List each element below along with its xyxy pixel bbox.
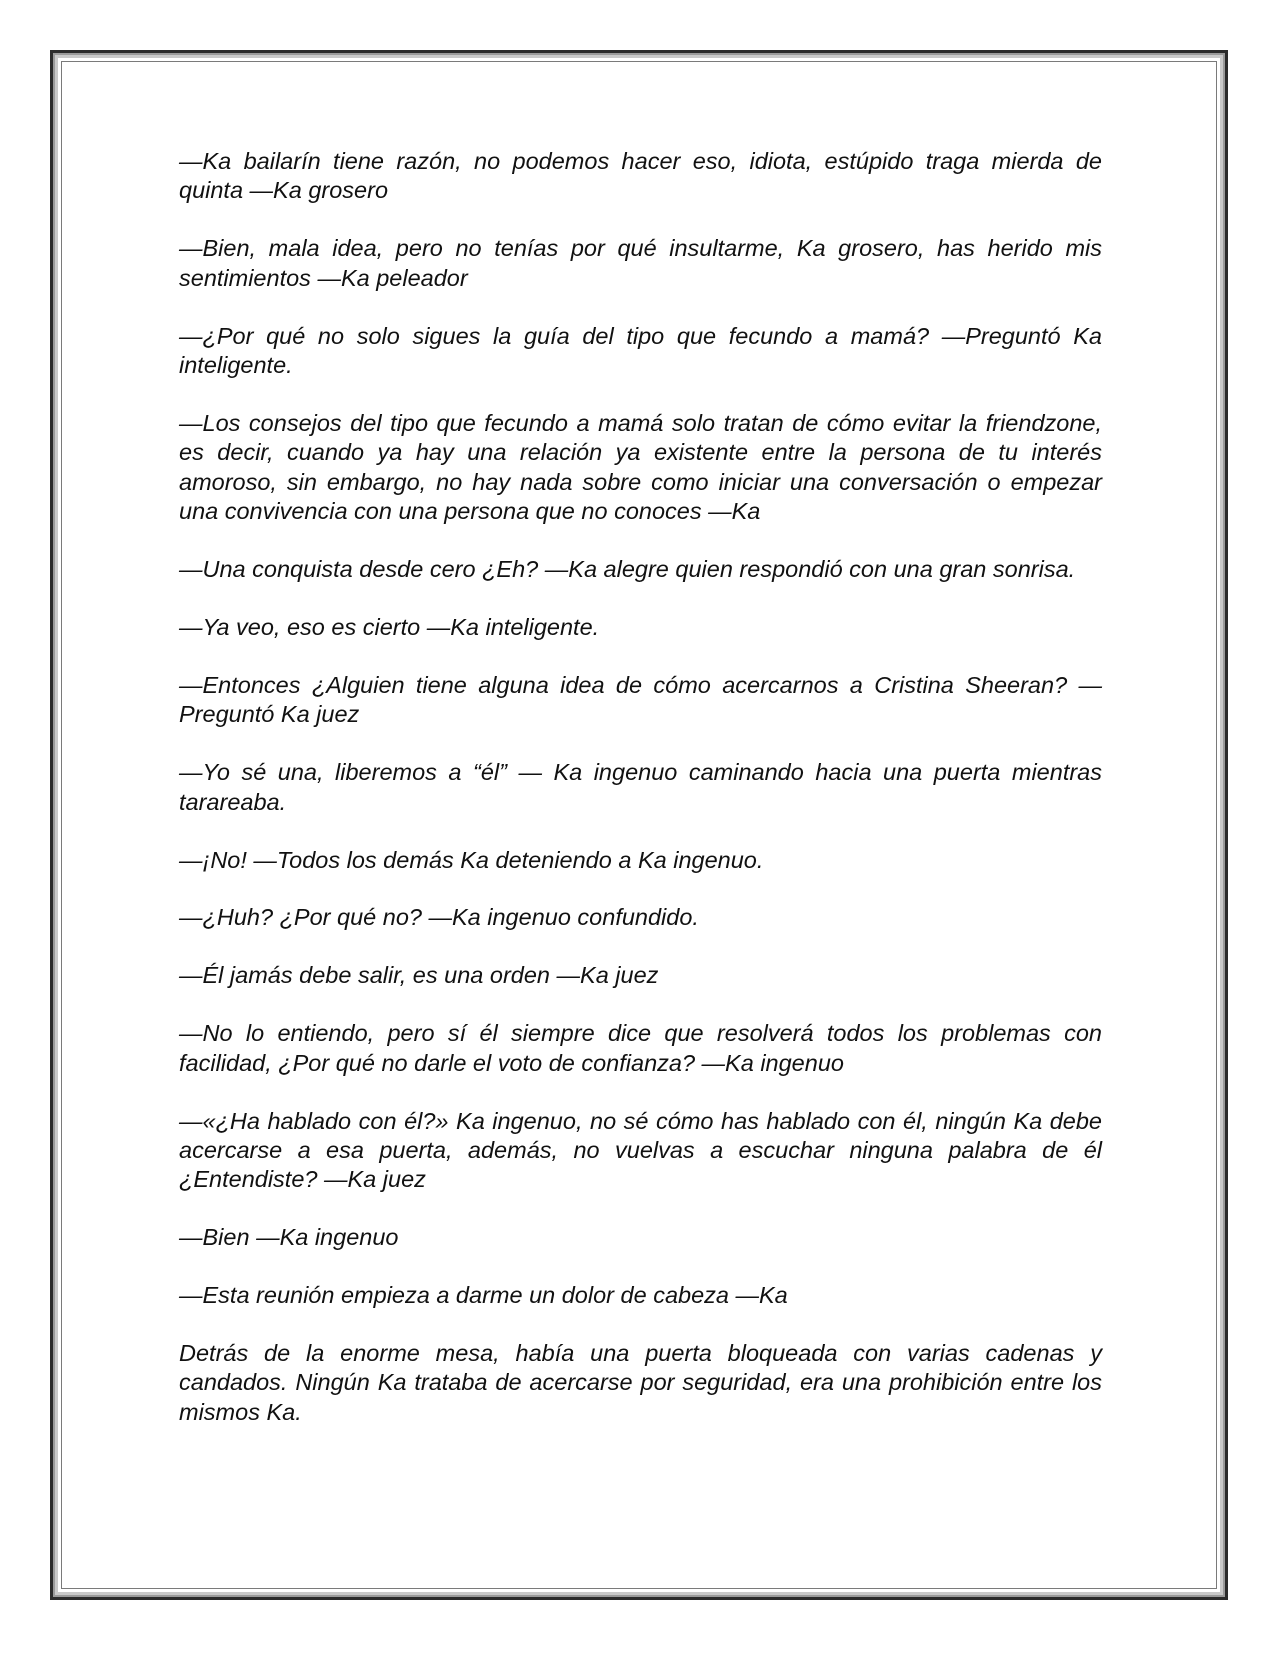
paragraph-4: —Los consejos del tipo que fecundo a mamá solo tratan de cómo evitar la friendzone, es decir, cuando ya hay una relación ya existente entre la persona de tu interés amoroso, sin embargo, no hay nada sobre como iniciar una conversación o empezar una convivencia con una persona que no conoces —Ka xyxy=(179,409,1102,525)
paragraph-14: —Bien —Ka ingenuo xyxy=(179,1224,399,1251)
paragraph-16: Detrás de la enorme mesa, había una puerta bloqueada con varias cadenas y candados. Ningún Ka trataba de acercarse por seguridad, era una prohibición entre los mismos Ka. xyxy=(179,1340,1102,1425)
paragraph-12: —No lo entiendo, pero sí él siempre dice que resolverá todos los problemas con facilidad, ¿Por qué no darle el voto de confianza? —Ka ingenuo xyxy=(179,1020,1102,1076)
paragraph-6: —Ya veo, eso es cierto —Ka inteligente. xyxy=(179,613,600,640)
document-body xyxy=(179,147,1102,1456)
paragraph-1: —Ka bailarín tiene razón, no podemos hacer eso, idiota, estúpido traga mierda de quinta —Ka grosero xyxy=(179,148,1102,204)
paragraph-13: —«¿Ha hablado con él?» Ka ingenuo, no sé cómo has hablado con él, ningún Ka debe acercarse a esa puerta, además, no vuelvas a escuchar ninguna palabra de él ¿Entendiste? —Ka juez xyxy=(179,1107,1102,1193)
paragraph-15: —Esta reunión empieza a darme un dolor de cabeza —Ka xyxy=(179,1282,788,1309)
paragraph-5: —Una conquista desde cero ¿Eh? —Ka alegre quien respondió con una gran sonrisa. xyxy=(179,556,1076,583)
paragraph-8: —Yo sé una, liberemos a “él” — Ka ingenuo caminando hacia una puerta mientras tarareaba. xyxy=(179,759,1102,815)
paragraph-10: —¿Huh? ¿Por qué no? —Ka ingenuo confundido. xyxy=(179,904,699,931)
paragraph-2: —Bien, mala idea, pero no tenías por qué insultarme, Ka grosero, has herido mis sentimientos —Ka peleador xyxy=(179,235,1102,291)
paragraph-9: —¡No! —Todos los demás Ka deteniendo a Ka ingenuo. xyxy=(179,846,764,873)
paragraph-11: —Él jamás debe salir, es una orden —Ka juez xyxy=(179,962,659,989)
paragraph-3: —¿Por qué no solo sigues la guía del tipo que fecundo a mamá? —Preguntó Ka inteligente. xyxy=(179,322,1102,379)
paragraph-7: —Entonces ¿Alguien tiene alguna idea de cómo acercarnos a Cristina Sheeran? —Preguntó Ka juez xyxy=(179,671,1102,728)
